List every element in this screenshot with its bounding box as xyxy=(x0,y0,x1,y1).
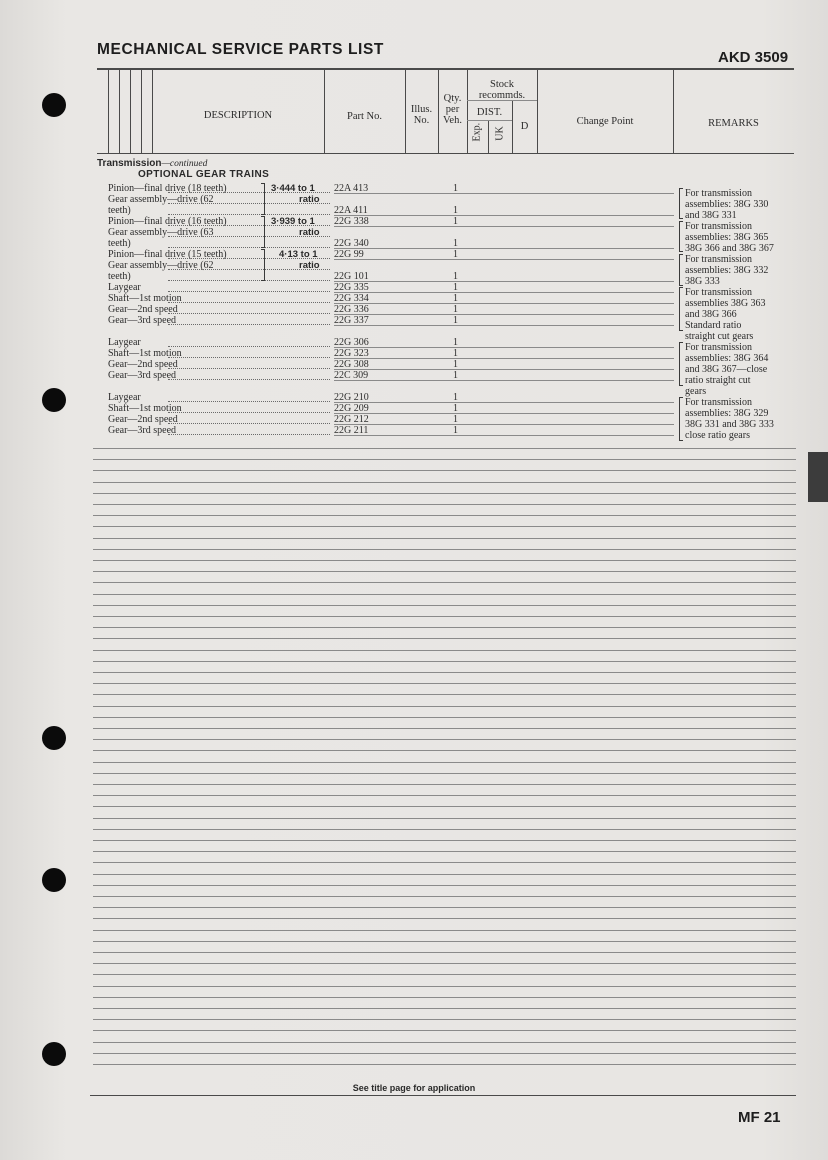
row-description: Laygear xyxy=(108,392,141,403)
ruled-line xyxy=(93,885,796,886)
row-rule xyxy=(334,193,674,194)
ratio-label: 4·13 to 1 xyxy=(279,249,318,260)
ruled-line xyxy=(93,818,796,819)
row-rule xyxy=(334,226,674,227)
remark-line: 38G 366 and 38G 367 xyxy=(685,243,774,254)
row-qty: 1 xyxy=(453,304,458,315)
subsection-heading: OPTIONAL GEAR TRAINS xyxy=(138,169,270,180)
row-part-no: 22G 337 xyxy=(334,315,369,326)
row-rule xyxy=(334,215,674,216)
header-bottom-rule xyxy=(97,153,794,154)
ruled-line xyxy=(93,683,796,684)
row-qty: 1 xyxy=(453,370,458,381)
column-remarks: REMARKS xyxy=(708,118,759,129)
row-description: Gear—3rd speed xyxy=(108,315,177,326)
row-leader xyxy=(168,280,330,281)
row-description: Shaft—1st motion xyxy=(108,348,182,359)
row-description: Gear—2nd speed xyxy=(108,414,178,425)
row-leader xyxy=(168,357,330,358)
column-stock-recommds: recommds. xyxy=(478,90,526,101)
ruled-line xyxy=(93,1019,796,1020)
ratio-bracket xyxy=(261,183,265,215)
ruled-line xyxy=(93,448,796,449)
ruled-line xyxy=(93,1053,796,1054)
ruled-line xyxy=(93,594,796,595)
row-part-no: 22G 335 xyxy=(334,282,369,293)
row-description: Shaft—1st motion xyxy=(108,293,182,304)
row-rule xyxy=(334,292,674,293)
row-part-no: 22A 411 xyxy=(334,205,368,216)
row-description: Laygear xyxy=(108,282,141,293)
ruled-line xyxy=(93,795,796,796)
ruled-line xyxy=(93,806,796,807)
row-rule xyxy=(334,347,674,348)
ratio-bracket xyxy=(261,249,265,281)
row-rule xyxy=(334,424,674,425)
remark-line: ratio straight cut xyxy=(685,375,751,386)
remark-line: For transmission xyxy=(685,397,752,408)
row-leader xyxy=(168,247,330,248)
ruled-line xyxy=(93,941,796,942)
row-rule xyxy=(334,413,674,414)
ruled-line xyxy=(93,997,796,998)
ruled-line xyxy=(93,616,796,617)
row-part-no: 22G 340 xyxy=(334,238,369,249)
ruled-line xyxy=(93,470,796,471)
row-qty: 1 xyxy=(453,293,458,304)
column-divider xyxy=(130,68,131,153)
ruled-line xyxy=(93,560,796,561)
remarks-bracket xyxy=(679,221,683,252)
ratio-bracket xyxy=(261,216,265,248)
row-description: Pinion—final drive (15 teeth) xyxy=(108,249,227,260)
dist-divider xyxy=(467,120,512,121)
ruled-line xyxy=(93,504,796,505)
row-rule xyxy=(334,358,674,359)
row-qty: 1 xyxy=(453,249,458,260)
row-qty: 1 xyxy=(453,238,458,249)
page-title: MECHANICAL SERVICE PARTS LIST xyxy=(97,41,384,58)
ruled-line xyxy=(93,930,796,931)
row-description: Gear assembly—drive (63 xyxy=(108,227,214,238)
row-rule xyxy=(334,402,674,403)
row-rule xyxy=(334,281,674,282)
row-description: Shaft—1st motion xyxy=(108,403,182,414)
column-divider xyxy=(119,68,120,153)
row-rule xyxy=(334,325,674,326)
remark-line: and 38G 366 xyxy=(685,309,737,320)
row-part-no: 22G 336 xyxy=(334,304,369,315)
ruled-line xyxy=(93,538,796,539)
row-part-no: 22G 99 xyxy=(334,249,364,260)
row-part-no: 22G 306 xyxy=(334,337,369,348)
ruled-line xyxy=(93,851,796,852)
row-description: Gear assembly—drive (62 xyxy=(108,260,214,271)
row-rule xyxy=(334,259,674,260)
row-part-no: 22A 413 xyxy=(334,183,369,194)
row-leader xyxy=(168,291,330,292)
ruled-line xyxy=(93,1042,796,1043)
remarks-bracket xyxy=(679,397,683,441)
ruled-line xyxy=(93,582,796,583)
row-leader xyxy=(168,412,330,413)
ruled-line xyxy=(93,1008,796,1009)
row-part-no: 22G 212 xyxy=(334,414,369,425)
ruled-line xyxy=(93,862,796,863)
row-leader xyxy=(168,324,330,325)
remark-line: and 38G 331 xyxy=(685,210,737,221)
ratio-label: ratio xyxy=(299,260,320,271)
row-part-no: 22G 308 xyxy=(334,359,369,370)
row-qty: 1 xyxy=(453,315,458,326)
ratio-label: 3·444 to 1 xyxy=(271,183,315,194)
remark-line: For transmission xyxy=(685,254,752,265)
ruled-line xyxy=(93,672,796,673)
ruled-line xyxy=(93,907,796,908)
footer-note: See title page for application xyxy=(352,1083,476,1093)
column-qty-veh: Veh. xyxy=(443,115,462,126)
section-continued: —continued xyxy=(161,159,208,169)
remark-line: and 38G 367—close xyxy=(685,364,768,375)
remark-line: For transmission xyxy=(685,287,752,298)
remarks-bracket xyxy=(679,287,683,331)
page-number: MF 21 xyxy=(738,1109,781,1126)
row-description: Gear—2nd speed xyxy=(108,304,178,315)
remark-line: assemblies: 38G 365 xyxy=(685,232,769,243)
punch-hole xyxy=(42,93,66,117)
ruled-line xyxy=(93,1064,796,1065)
row-qty: 1 xyxy=(453,359,458,370)
row-qty: 1 xyxy=(453,414,458,425)
row-qty: 1 xyxy=(453,392,458,403)
row-part-no: 22G 334 xyxy=(334,293,369,304)
row-leader xyxy=(168,423,330,424)
remark-line: For transmission xyxy=(685,188,752,199)
ruled-line xyxy=(93,974,796,975)
ruled-line xyxy=(93,750,796,751)
ruled-line xyxy=(93,874,796,875)
ruled-line xyxy=(93,661,796,662)
row-description: Laygear xyxy=(108,337,141,348)
column-change-point: Change Point xyxy=(576,116,634,127)
column-divider xyxy=(537,68,538,153)
row-part-no: 22G 210 xyxy=(334,392,369,403)
punch-hole xyxy=(42,1042,66,1066)
ruled-line xyxy=(93,829,796,830)
row-leader xyxy=(168,434,330,435)
remark-line: assemblies: 38G 364 xyxy=(685,353,769,364)
ruled-line xyxy=(93,638,796,639)
ruled-line xyxy=(93,459,796,460)
column-illus: Illus. xyxy=(410,104,433,115)
row-rule xyxy=(334,380,674,381)
ruled-line xyxy=(93,549,796,550)
row-part-no: 22G 209 xyxy=(334,403,369,414)
ruled-line xyxy=(93,963,796,964)
column-stock: Stock xyxy=(490,79,514,90)
ruled-line xyxy=(93,571,796,572)
punch-hole xyxy=(42,726,66,750)
row-leader xyxy=(168,368,330,369)
row-rule xyxy=(334,248,674,249)
remarks-bracket xyxy=(679,254,683,286)
remarks-bracket xyxy=(679,188,683,219)
row-qty: 1 xyxy=(453,205,458,216)
column-qty: Qty. xyxy=(443,93,462,104)
ruled-line xyxy=(93,694,796,695)
row-description: Gear—3rd speed xyxy=(108,425,177,436)
column-divider xyxy=(108,68,109,153)
row-part-no: 22G 211 xyxy=(334,425,369,436)
remark-line: Standard ratio xyxy=(685,320,742,331)
row-description: Gear—2nd speed xyxy=(108,359,178,370)
ratio-label: 3·939 to 1 xyxy=(271,216,315,227)
row-qty: 1 xyxy=(453,425,458,436)
remark-line: 38G 331 and 38G 333 xyxy=(685,419,774,430)
row-rule xyxy=(334,435,674,436)
row-leader xyxy=(168,401,330,402)
remark-line: For transmission xyxy=(685,342,752,353)
ruled-line xyxy=(93,986,796,987)
row-qty: 1 xyxy=(453,403,458,414)
ruled-line xyxy=(93,918,796,919)
row-description: teeth) xyxy=(108,205,131,216)
punch-hole xyxy=(42,388,66,412)
column-divider xyxy=(673,68,674,153)
ruled-line xyxy=(93,526,796,527)
remark-line: assemblies: 38G 332 xyxy=(685,265,769,276)
column-exp: Exp. xyxy=(471,122,483,142)
row-qty: 1 xyxy=(453,282,458,293)
ruled-line xyxy=(93,840,796,841)
header-top-rule xyxy=(97,68,794,70)
remark-line: For transmission xyxy=(685,221,752,232)
footer-rule xyxy=(90,1095,796,1096)
row-description: teeth) xyxy=(108,238,131,249)
ratio-label: ratio xyxy=(299,227,320,238)
column-divider xyxy=(141,68,142,153)
ruled-line xyxy=(93,605,796,606)
row-qty: 1 xyxy=(453,337,458,348)
row-part-no: 22G 323 xyxy=(334,348,369,359)
row-leader xyxy=(168,346,330,347)
row-qty: 1 xyxy=(453,271,458,282)
row-part-no: 22G 338 xyxy=(334,216,369,227)
row-qty: 1 xyxy=(453,183,458,194)
column-illus-no: No. xyxy=(413,115,430,126)
row-description: teeth) xyxy=(108,271,131,282)
column-qty-per: per xyxy=(445,104,460,115)
ruled-line xyxy=(93,762,796,763)
remark-line: assemblies: 38G 329 xyxy=(685,408,769,419)
ruled-line xyxy=(93,706,796,707)
ruled-line xyxy=(93,627,796,628)
ruled-line xyxy=(93,482,796,483)
ruled-line xyxy=(93,493,796,494)
section-title: Transmission xyxy=(97,158,162,169)
ruled-line xyxy=(93,952,796,953)
row-leader xyxy=(168,214,330,215)
section-heading xyxy=(97,158,207,169)
column-d: D xyxy=(520,121,529,132)
ruled-line xyxy=(93,739,796,740)
row-leader xyxy=(168,302,330,303)
ruled-line xyxy=(93,784,796,785)
ruled-line xyxy=(93,717,796,718)
remark-line: gears xyxy=(685,386,707,397)
remark-line: assemblies: 38G 330 xyxy=(685,199,769,210)
column-divider xyxy=(488,120,489,153)
row-rule xyxy=(334,303,674,304)
row-part-no: 22G 101 xyxy=(334,271,369,282)
column-part-no: Part No. xyxy=(347,111,382,122)
row-description: Pinion—final drive (18 teeth) xyxy=(108,183,227,194)
column-uk: UK xyxy=(494,126,506,141)
ratio-label: ratio xyxy=(299,194,320,205)
document-code: AKD 3509 xyxy=(718,49,789,66)
row-description: Pinion—final drive (16 teeth) xyxy=(108,216,227,227)
ruled-line xyxy=(93,728,796,729)
remark-line: 38G 333 xyxy=(685,276,720,287)
row-rule xyxy=(334,369,674,370)
row-rule xyxy=(334,314,674,315)
row-description: Gear assembly—drive (62 xyxy=(108,194,214,205)
remarks-bracket xyxy=(679,342,683,386)
remark-line: assemblies 38G 363 xyxy=(685,298,766,309)
column-dist: DIST. xyxy=(476,107,503,118)
row-qty: 1 xyxy=(453,348,458,359)
row-leader xyxy=(168,379,330,380)
index-tab xyxy=(808,452,828,502)
remark-line: close ratio gears xyxy=(685,430,750,441)
row-part-no: 22C 309 xyxy=(334,370,369,381)
ruled-line xyxy=(93,1030,796,1031)
ruled-line xyxy=(93,896,796,897)
row-qty: 1 xyxy=(453,216,458,227)
remark-line: straight cut gears xyxy=(685,331,754,342)
row-description: Gear—3rd speed xyxy=(108,370,177,381)
ruled-line xyxy=(93,515,796,516)
ruled-line xyxy=(93,650,796,651)
ruled-line xyxy=(93,773,796,774)
row-leader xyxy=(168,313,330,314)
punch-hole xyxy=(42,868,66,892)
column-description: DESCRIPTION xyxy=(203,110,273,121)
